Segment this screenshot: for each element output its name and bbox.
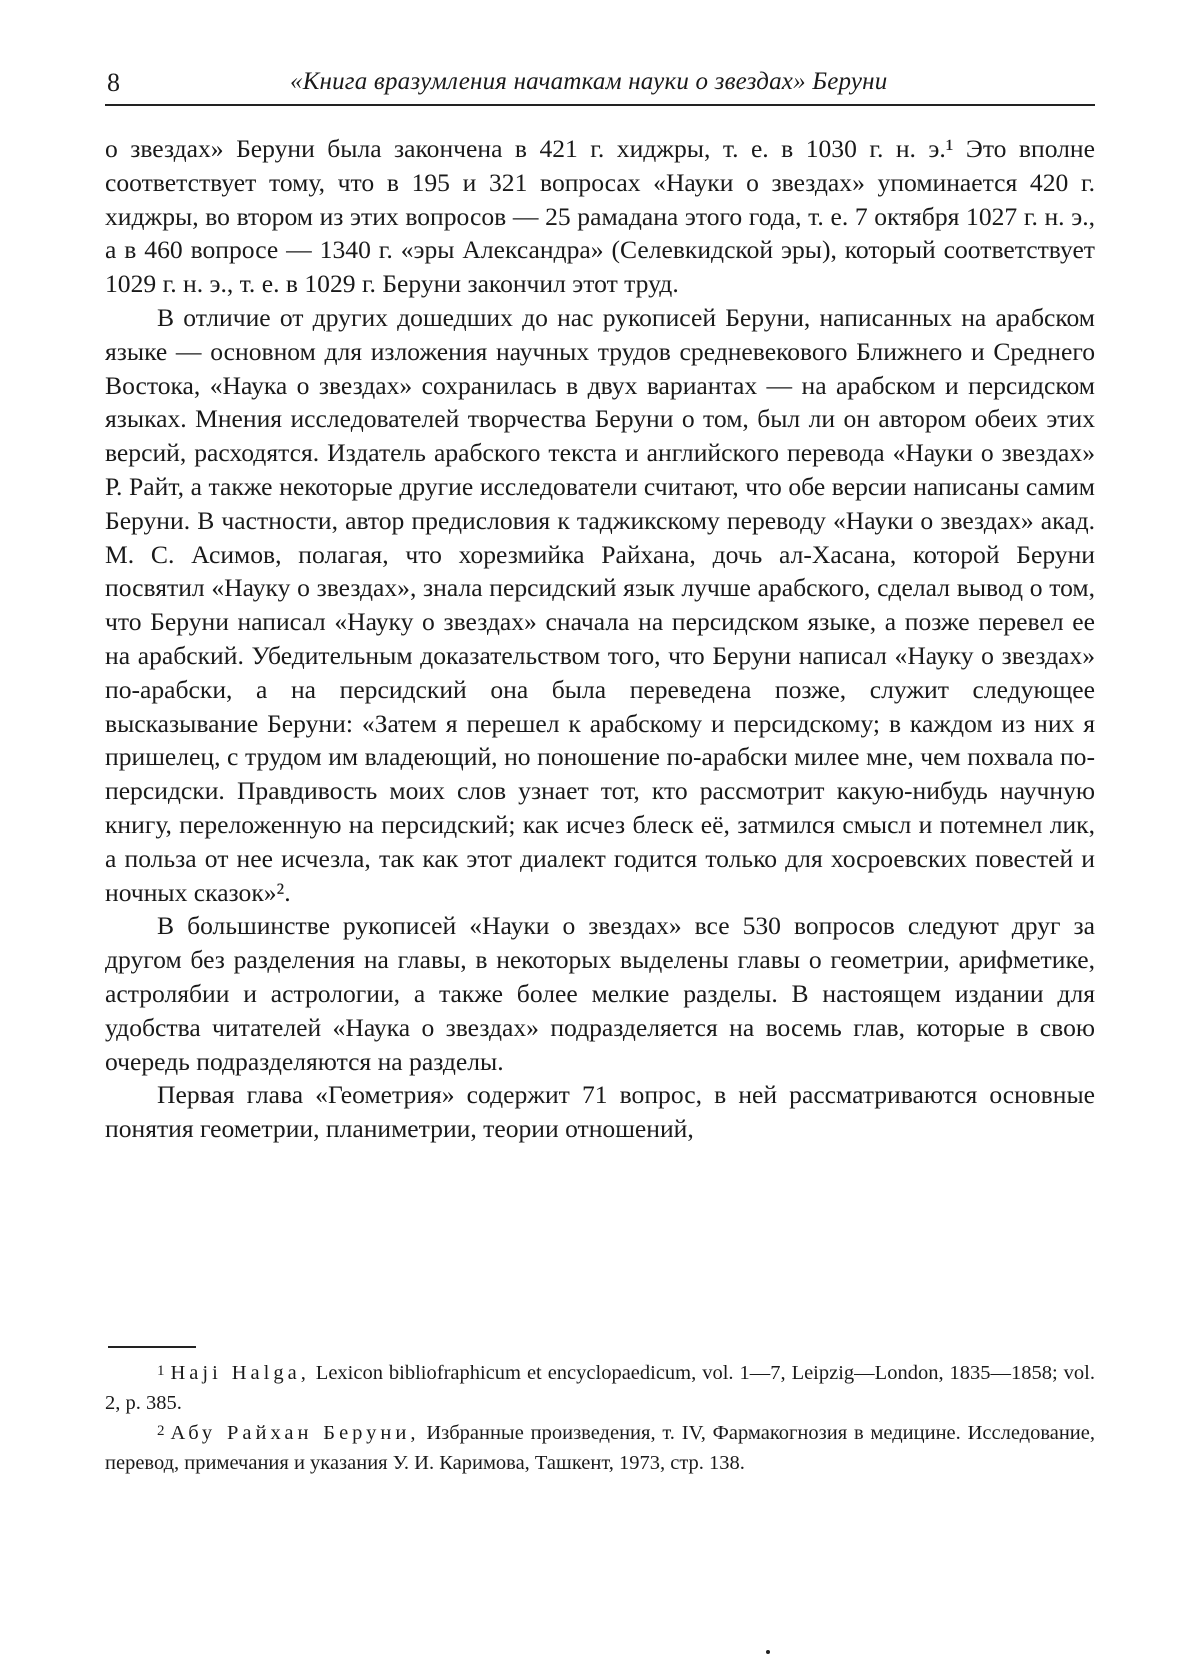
footnotes	[105, 1358, 1095, 1478]
page-number: 8	[107, 68, 120, 97]
paragraph: В отличие от других дошедших до нас рукописей Беруни, написанных на арабском языке — основном для изложения научных трудов средневекового Ближнего и Среднего Востока, «Наука о звездах» сохранилась в двух вариантах — на арабском и персидском языках. Мнения исследователей творчества Беруни о том, был ли он автором обеих этих версий, расходятся. Издатель арабского текста и английского перевода «Науки о звездах» Р. Райт, а также некоторые другие исследователи считают, что обе версии написаны самим Беруни. В частности, автор предисловия к таджикскому переводу «Науки о звездах» акад. М. С. Асимов, полагая, что хорезмийка Райхана, дочь ал-Хасана, которой Беруни посвятил «Науку о звездах», знала персидский язык лучше арабского, сделал вывод о том, что Беруни написал «Науку о звездах» сначала на персидском языке, а позже перевел ее на арабский. Убедительным доказательством того, что Беруни написал «Науку о звездах» по-арабски, а на персидский она была переведена позже, служит следующее высказывание Беруни: «Затем я перешел к арабскому и персидскому; в каждом из них я пришелец, с трудом им владеющий, но поношение по-арабски милее мне, чем похвала по-персидски. Правдивость моих слов узнает тот, кто рассмотрит какую-нибудь научную книгу, переложенную на персидский; как исчез блеск её, затмился смысл и потемнел лик, а польза от нее исчезла, так как этот диалект годится только для хосроевских повестей и ночных сказок»².	[105, 302, 1095, 907]
footnote-1	[105, 1358, 1095, 1418]
footnote-mark: 1	[157, 1363, 165, 1379]
footnote-author: Haji Halga,	[170, 1362, 310, 1384]
paragraph: В большинстве рукописей «Науки о звездах» все 530 вопросов следуют друг за другом без разделения на главы, в некоторых выделены главы о геометрии, арифметике, астролябии и астрологии, а также более мелкие разделы. В настоящем издании для удобства читателей «Наука о звездах» подразделяется на восемь глав, которые в свою очередь подразделяются на разделы.	[105, 911, 1095, 1076]
footnote-text: Lexicon bibliofraphicum et encyclopaedicum, vol. 1—7, Leipzig—London, 1835—1858; vol. 2, p. 385.	[105, 1362, 1095, 1414]
paragraph-continuation: о звездах» Беруни была закончена в 421 г. хиджры, т. е. в 1030 г. н. э.¹ Это вполне соответствует тому, что в 195 и 321 вопросах «Науки о звездах» упоминается 420 г. хиджры, во втором из этих вопросов — 25 рамадана этого года, т. е. 7 октября 1027 г. н. э., а в 460 вопросе — 1340 г. «эры Александра» (Селевкидской эры), который соответствует 1029 г. н. э., т. е. в 1029 г. Беруни закончил этот труд.	[105, 134, 1095, 299]
header-rule	[105, 104, 1095, 106]
footnote-text: Избранные произведения, т. IV, Фармакогнозия в медицине. Исследование, перевод, примечания и указания У. И. Каримова, Ташкент, 1973, стр. 138.	[105, 1422, 1096, 1474]
paragraph: Первая глава «Геометрия» содержит 71 вопрос, в ней рассматриваются основные понятия геометрии, планиметрии, теории отношений,	[105, 1080, 1095, 1144]
footnote-2	[105, 1418, 1095, 1478]
print-speck	[766, 1650, 770, 1654]
running-title: «Книга вразумления начаткам науки о звездах» Беруни	[290, 68, 888, 95]
footnote-mark: 2	[157, 1423, 165, 1439]
footnote-author: Абу Райхан Беруни,	[170, 1422, 420, 1444]
footnote-rule	[108, 1346, 196, 1348]
running-head	[105, 64, 1095, 104]
main-text	[105, 132, 1095, 1146]
